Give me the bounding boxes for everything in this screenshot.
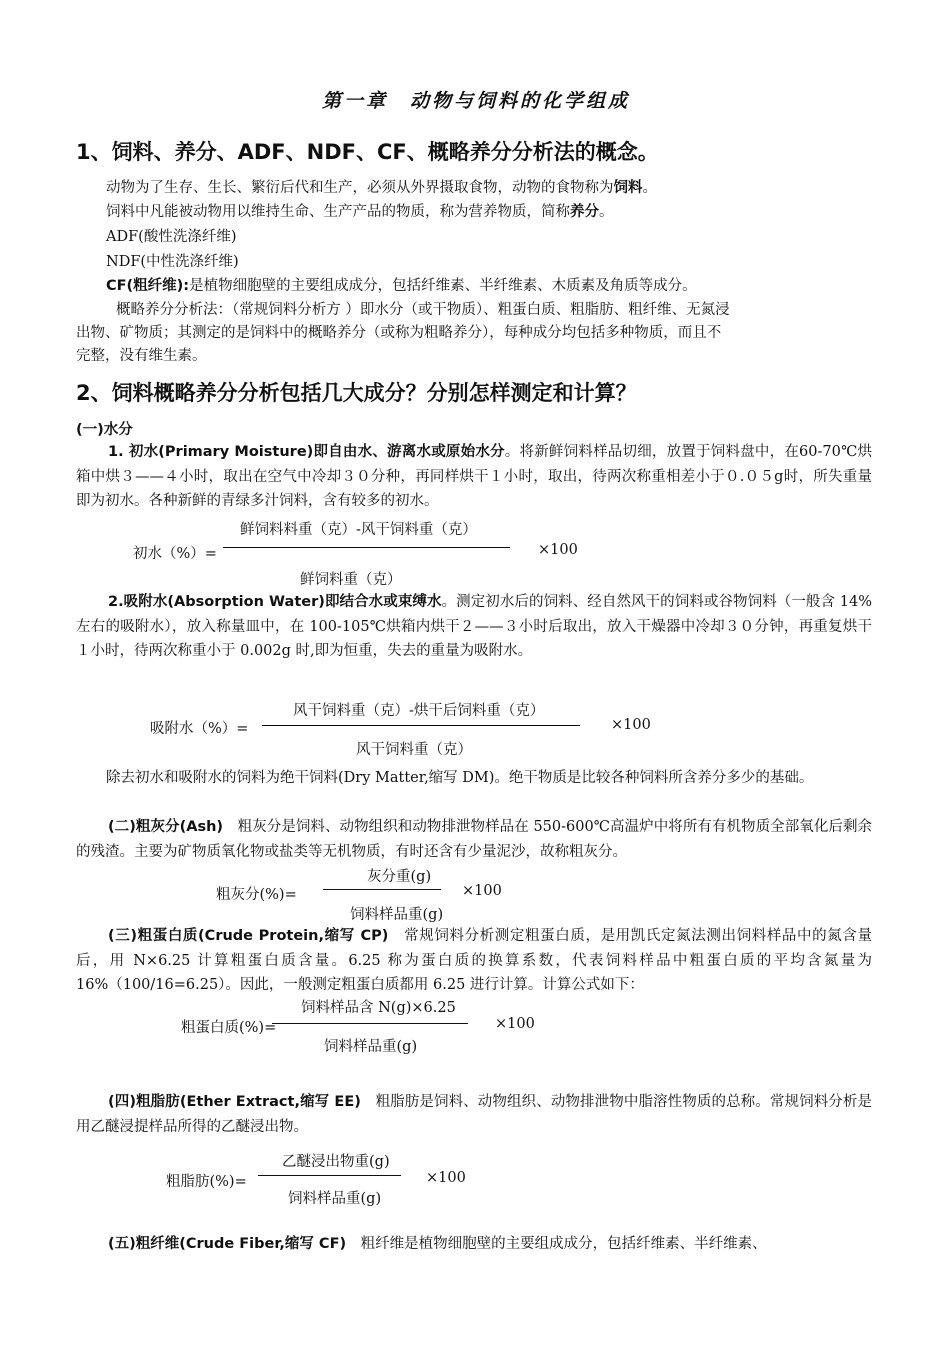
adf-definition: ADF(酸性洗涤纤维)	[106, 229, 237, 245]
formula-ee-label: 粗脂肪(%)=	[166, 1174, 247, 1190]
text: 粗脂肪是饲料、动物组织、动物排泄物中脂溶性物质的总称。常规饲料分析是用乙醚浸提样品所得的乙醚浸出物。	[76, 1094, 873, 1135]
term-crude-fiber: (五)粗纤维(Crude Fiber,缩写 CF)	[108, 1236, 347, 1252]
formula-absorption-multiplier: ×100	[611, 717, 651, 733]
paragraph-nutrient-definition	[106, 200, 614, 224]
analysis-definition-line1: 概略养分分析法：（常规饲料分析方 ）即水分（或干物质）、粗蛋白质、粗脂肪、粗纤维、无氮浸	[116, 302, 730, 318]
formula-ee-numerator: 乙醚浸出物重(g)	[282, 1154, 390, 1170]
analysis-definition-line3: 完整，没有维生素。	[76, 348, 207, 364]
term-ether-extract: (四)粗脂肪(Ether Extract,缩写 EE)	[108, 1094, 361, 1110]
text: 。	[599, 204, 614, 220]
formula-ash-denominator: 饲料样品重(g)	[350, 907, 444, 923]
analysis-definition-line2: 出物、矿物质；其测定的是饲料中的概略养分（或称为粗略养分），每种成分均包括多种物质，而且不	[76, 325, 722, 341]
text: 常规饲料分析测定粗蛋白质，是用凯氏定氮法测出饲料样品中的氮含量后，用 N×6.25 计算粗蛋白质含量。6.25 称为蛋白质的换算系数，代表饲料样品中粗蛋白质的平均含氮量为 16%（100/16=6.25）。因此，一般测定粗蛋白质都用 6.25 进行计算。计算公式如下：	[76, 928, 872, 993]
cf-definition	[106, 274, 697, 298]
text: 是植物细胞壁的主要组成成分，包括纤维素、半纤维素、木质素及角质等成分。	[189, 278, 697, 294]
fraction-line	[262, 725, 580, 726]
section2-heading: 2、饲料概略养分分析包括几大成分？分别怎样测定和计算？	[76, 381, 637, 405]
chapter-title: 第一章 动物与饲料的化学组成	[321, 90, 630, 112]
fraction-line	[272, 1023, 468, 1024]
text: 。测定初水后的饲料、经自然风干的饲料或谷物饲料（一般含 14%左右的吸附水），放入称量皿中，在 100-105℃烘箱内烘干２——３小时后取出，放入干燥器中冷却３０分钟，再重复烘干１小时，待两次称重小于 0.002g 时,即为恒重，失去的重量为吸附水。	[76, 594, 872, 659]
formula-absorption-numerator: 风干饲料重（克）-烘干后饲料重（克）	[293, 703, 545, 719]
ash-paragraph	[76, 815, 872, 864]
section1-heading: 1、饲料、养分、ADF、NDF、CF、概略养分分析法的概念。	[76, 140, 659, 164]
formula-cp-label: 粗蛋白质(%)=	[181, 1020, 277, 1036]
text: 。	[642, 180, 657, 196]
formula-ee-multiplier: ×100	[426, 1170, 466, 1186]
fraction-line	[258, 1175, 401, 1176]
term-ash: (二)粗灰分(Ash)	[108, 819, 224, 835]
crude-protein-paragraph	[76, 924, 872, 998]
water-heading: (一)水分	[76, 422, 133, 438]
text: 。将新鲜饲料样品切细，放置于饲料盘中，在60-70℃烘箱中烘３——４小时，取出在空气中冷却３０分种，再同样烘干１小时，取出，待两次称重相差小于０.０５g时，所失重量即为初水。各种新鲜的青绿多汁饲料，含有较多的初水。	[76, 444, 873, 509]
text: 粗纤维是植物细胞壁的主要组成成分，包括纤维素、半纤维素、	[346, 1236, 767, 1252]
fraction-line	[323, 889, 441, 890]
term-absorption-water: 2.吸附水(Absorption Water)即结合水或束缚水	[108, 594, 442, 610]
absorption-water-paragraph	[76, 590, 872, 664]
formula-cp-multiplier: ×100	[495, 1016, 535, 1032]
term-crude-protein: (三)粗蛋白质(Crude Protein,缩写 CP)	[108, 928, 389, 944]
formula-cp-denominator: 饲料样品重(g)	[324, 1039, 418, 1055]
text: 动物为了生存、生长、繁衍后代和生产，必须从外界摄取食物，动物的食物称为	[106, 180, 614, 196]
formula-cp-numerator: 饲料样品含 N(g)×6.25	[301, 1000, 456, 1016]
text: 粗灰分是饲料、动物组织和动物排泄物样品在 550-600℃高温炉中将所有有机物质全部氧化后剩余的残渣。主要为矿物质氧化物或盐类等无机物质，有时还含有少量泥沙，故称粗灰分。	[76, 819, 873, 860]
crude-fiber-paragraph	[76, 1232, 872, 1257]
ndf-definition: NDF(中性洗涤纤维)	[106, 254, 239, 270]
fraction-line	[223, 547, 510, 548]
formula-ee-denominator: 饲料样品重(g)	[288, 1191, 382, 1207]
formula-initial-water-denominator: 鲜饲料重（克）	[300, 572, 402, 588]
formula-initial-water-label: 初水（%）=	[133, 546, 217, 562]
formula-ash-label: 粗灰分(%)=	[216, 887, 297, 903]
term-cf: CF(粗纤维):	[106, 278, 190, 294]
term-feed: 饲料	[613, 180, 643, 196]
formula-ash-multiplier: ×100	[462, 883, 502, 899]
formula-absorption-denominator: 风干饲料重（克）	[356, 742, 472, 758]
dry-matter-paragraph: 除去初水和吸附水的饲料为绝干饲料(Dry Matter,缩写 DM)。绝干物质是比较各种饲料所含养分多少的基础。	[106, 770, 814, 786]
text: 饲料中凡能被动物用以维持生命、生产产品的物质，称为营养物质，简称	[106, 204, 570, 220]
initial-water-paragraph	[76, 440, 872, 514]
term-initial-water: 1. 初水(Primary Moisture)即自由水、游离水或原始水分	[108, 444, 505, 460]
formula-ash-numerator: 灰分重(g)	[367, 869, 432, 885]
ether-extract-paragraph	[76, 1090, 872, 1139]
formula-initial-water-multiplier: ×100	[538, 542, 578, 558]
formula-initial-water-numerator: 鲜饲料料重（克）-风干饲料重（克）	[240, 522, 477, 538]
paragraph-feed-definition	[106, 176, 657, 200]
term-nutrient: 养分	[570, 204, 599, 220]
formula-absorption-label: 吸附水（%）=	[150, 721, 249, 737]
